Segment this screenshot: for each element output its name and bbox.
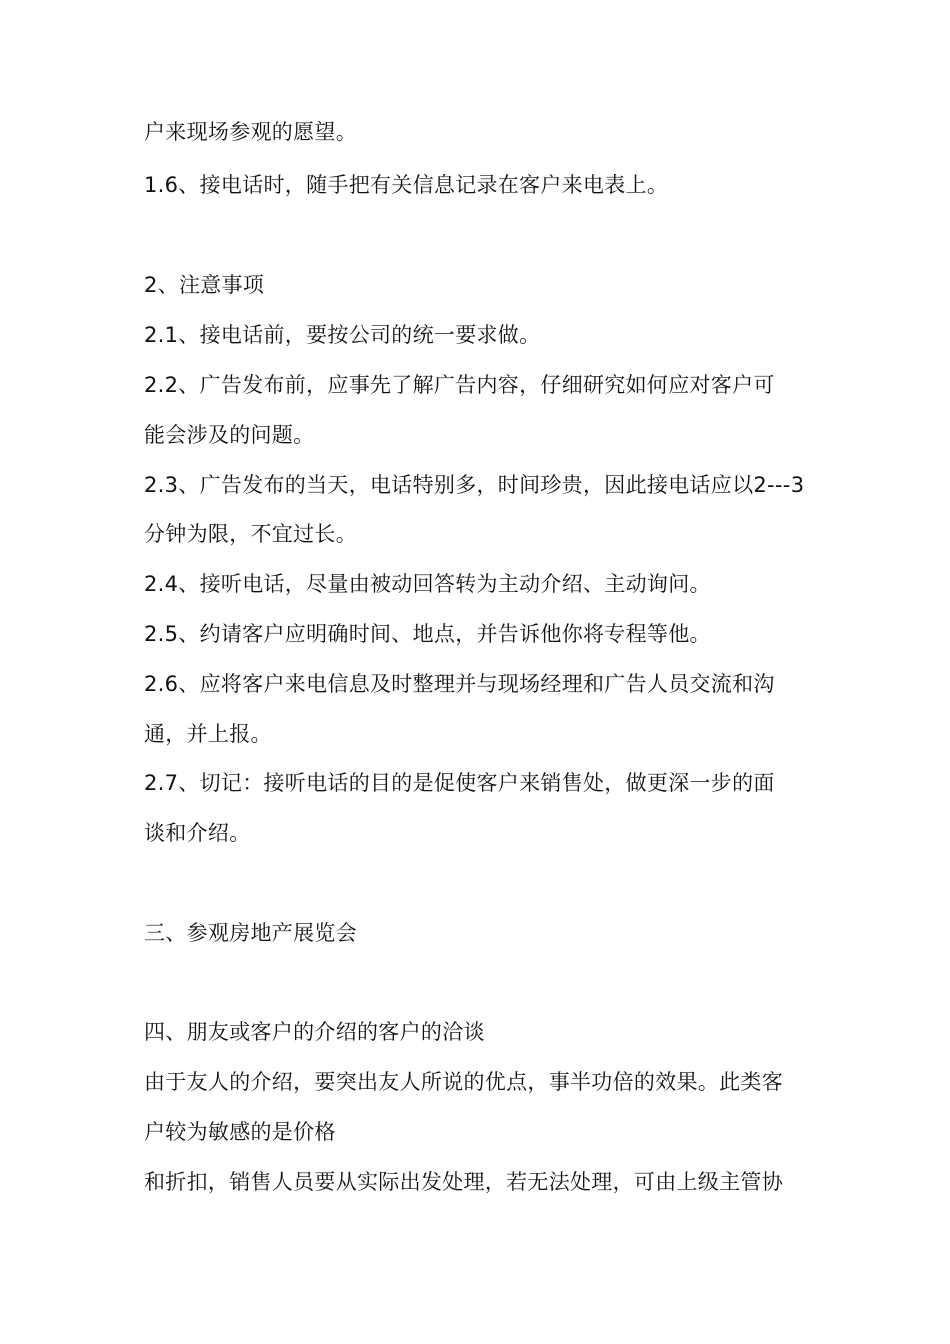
text-line: 2.1、接电话前，要按公司的统一要求做。 xyxy=(144,323,541,347)
text-line: 能会涉及的问题。 xyxy=(144,423,315,447)
section-heading: 三、参观房地产展览会 xyxy=(144,921,357,945)
text-line: 2.5、约请客户应明确时间、地点，并告诉他你将专程等他。 xyxy=(144,622,711,646)
text-line: 2.7、切记：接听电话的目的是促使客户来销售处，做更深一步的面 xyxy=(144,771,775,795)
text-line: 谈和介绍。 xyxy=(144,821,251,845)
text-line: 2.6、应将客户来电信息及时整理并与现场经理和广告人员交流和沟 xyxy=(144,672,775,696)
section-heading: 2、注意事项 xyxy=(144,273,265,297)
text-line: 1.6、接电话时，随手把有关信息记录在客户来电表上。 xyxy=(144,173,669,197)
text-line: 和折扣，销售人员要从实际出发处理，若无法处理，可由上级主管协 xyxy=(144,1170,783,1194)
text-line: 2.4、接听电话，尽量由被动回答转为主动介绍、主动询问。 xyxy=(144,572,711,596)
text-line: 2.3、广告发布的当天，电话特别多，时间珍贵，因此接电话应以2---3 xyxy=(144,473,805,497)
section-heading: 四、朋友或客户的介绍的客户的洽谈 xyxy=(144,1020,485,1044)
text-line: 通，并上报。 xyxy=(144,722,272,746)
text-line: 分钟为限，不宜过长。 xyxy=(144,522,357,546)
text-line: 由于友人的介绍，要突出友人所说的优点，事半功倍的效果。此类客 xyxy=(144,1070,783,1094)
text-line: 户较为敏感的是价格 xyxy=(144,1120,336,1144)
text-line: 户来现场参观的愿望。 xyxy=(144,120,357,144)
text-line: 2.2、广告发布前，应事先了解广告内容，仔细研究如何应对客户可 xyxy=(144,373,775,397)
